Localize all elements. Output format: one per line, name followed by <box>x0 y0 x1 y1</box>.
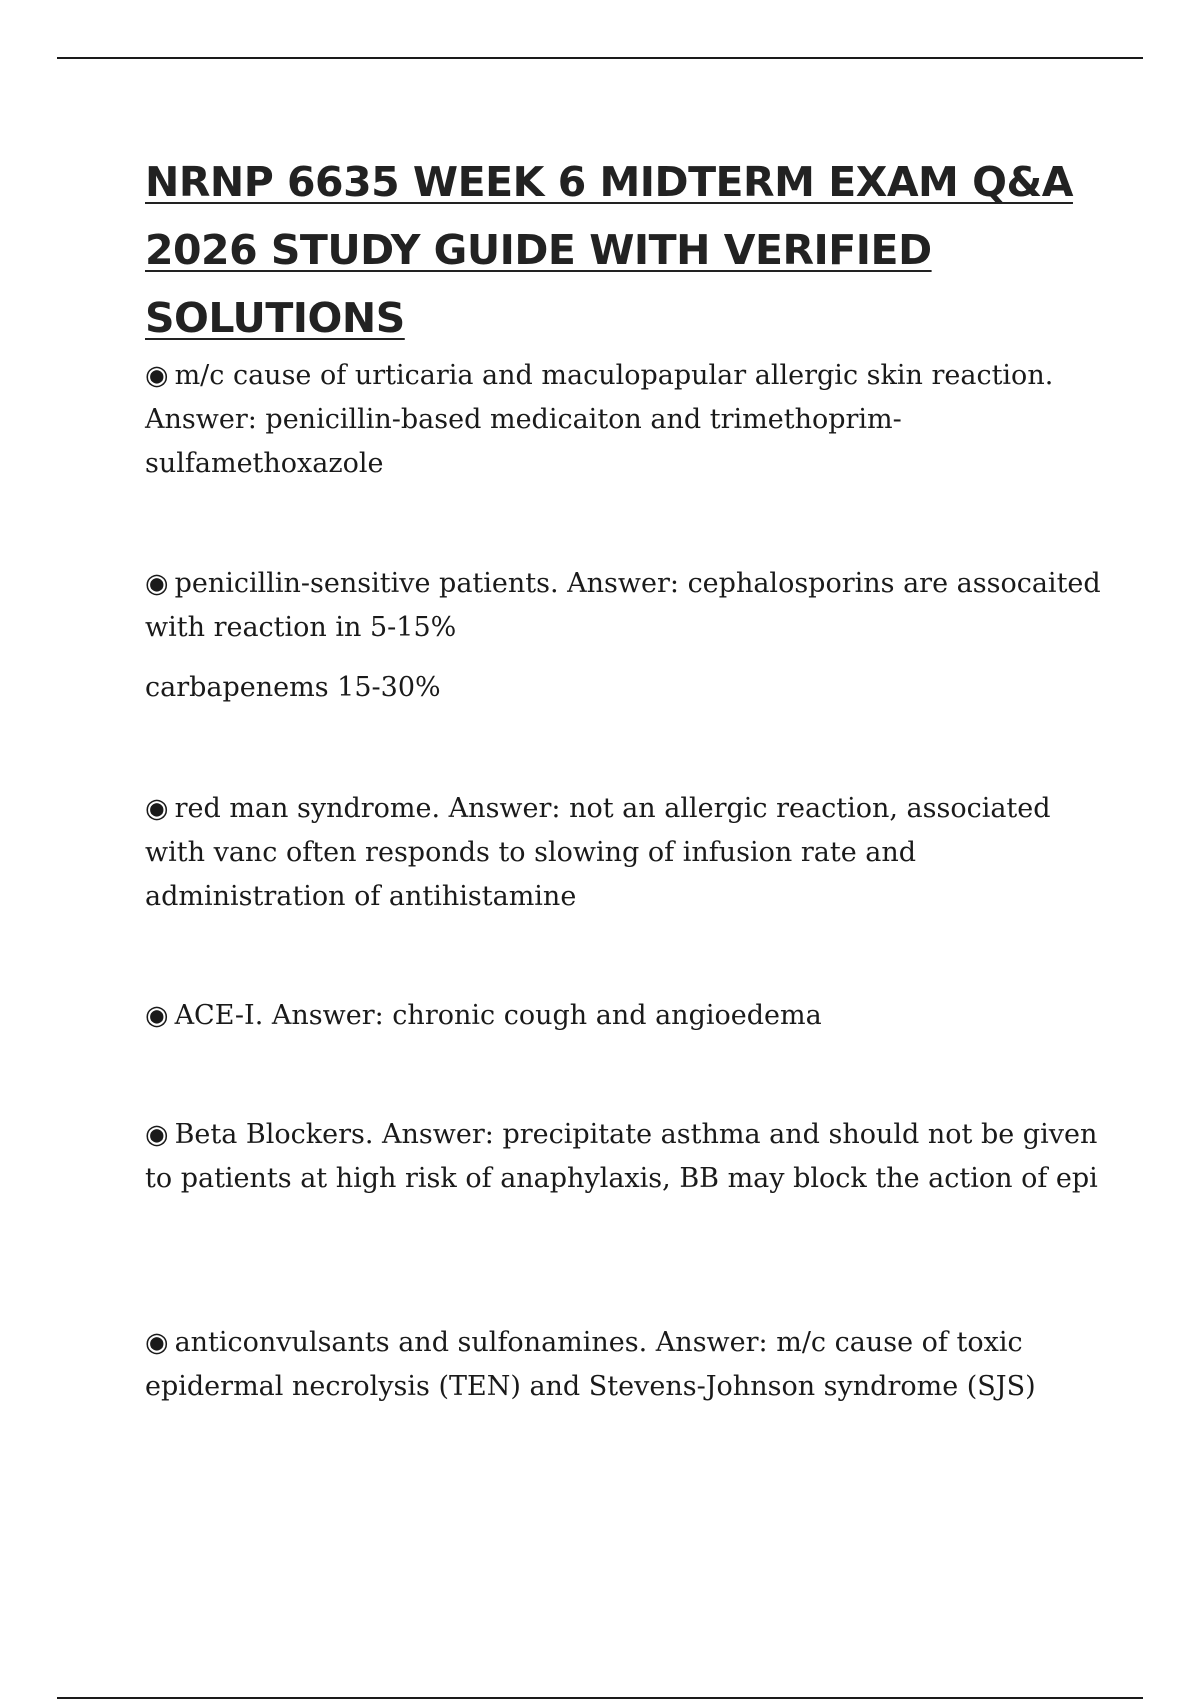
qa-item <box>145 787 1105 919</box>
bullet-icon: ◉ <box>145 793 169 824</box>
qa-item <box>145 994 1105 1038</box>
qa-item-extra: carbapenems 15-30% <box>145 672 441 703</box>
qa-item-text: anticonvulsants and sulfonamines. Answer: m/c cause of toxic epidermal necrolysis (TEN) and Stevens-Johnson syndrome (SJS) <box>145 1327 1036 1402</box>
qa-item-text: Beta Blockers. Answer: precipitate asthma and should not be given to patients at high risk of anaphylaxis, BB may block the action of epi <box>145 1119 1098 1194</box>
bullet-icon: ◉ <box>145 1327 169 1358</box>
top-rule <box>57 57 1143 59</box>
title-line-1: NRNP 6635 WEEK 6 MIDTERM EXAM Q&A <box>145 158 1073 206</box>
bullet-icon: ◉ <box>145 568 169 599</box>
qa-item-text: red man syndrome. Answer: not an allergic reaction, associated with vanc often responds to slowing of infusion rate and administration of antihistamine <box>145 793 1051 912</box>
bottom-rule <box>57 1697 1143 1699</box>
bullet-icon: ◉ <box>145 1119 169 1150</box>
document-title <box>145 148 1105 352</box>
qa-item <box>145 1113 1105 1201</box>
qa-item-text: penicillin-sensitive patients. Answer: cephalosporins are assocaited with reaction in 5-15% <box>145 568 1101 643</box>
qa-item <box>145 562 1105 650</box>
qa-item-text: ACE-I. Answer: chronic cough and angioedema <box>174 1000 822 1031</box>
bullet-icon: ◉ <box>145 360 169 391</box>
bullet-icon: ◉ <box>145 1000 169 1031</box>
qa-item-text: m/c cause of urticaria and maculopapular allergic skin reaction. Answer: penicillin-based medicaiton and trimethoprim-sulfamethoxazole <box>145 360 1054 479</box>
qa-item <box>145 1321 1105 1409</box>
title-line-2: 2026 STUDY GUIDE WITH VERIFIED SOLUTIONS <box>145 226 932 342</box>
qa-item <box>145 354 1105 486</box>
